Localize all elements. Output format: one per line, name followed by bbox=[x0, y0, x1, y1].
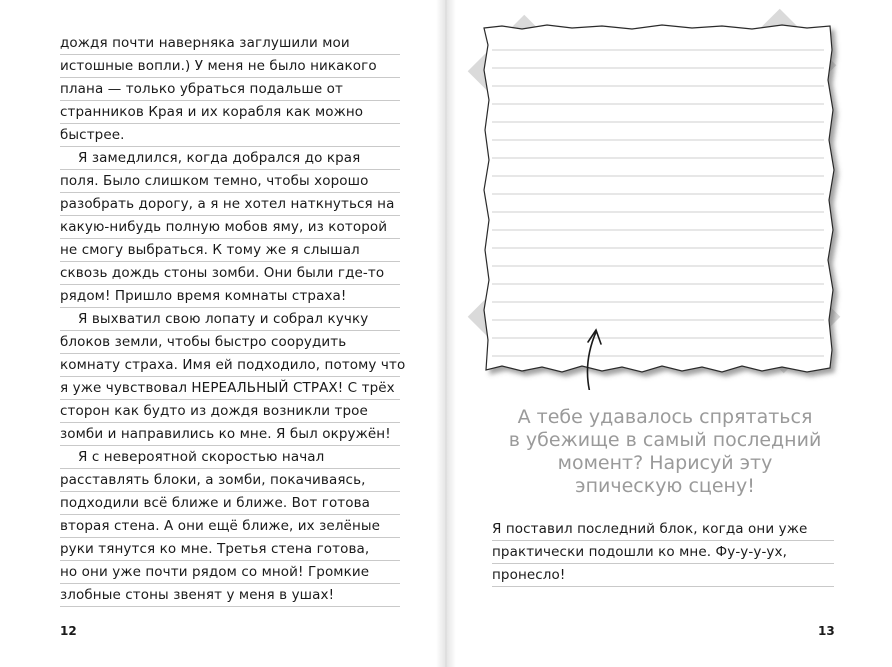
text-line: разобрать дорогу, а я не хотел наткнуться на bbox=[60, 193, 400, 216]
text-line: расставлять блоки, а зомби, покачиваясь, bbox=[60, 469, 400, 492]
text-line: комнату страха. Имя ей подходило, потому что bbox=[60, 354, 400, 377]
right-page-text bbox=[492, 518, 834, 587]
notebook-paper bbox=[462, 10, 852, 390]
text-line: Я с невероятной скоростью начал bbox=[60, 446, 400, 469]
prompt-line: эпическую сцену! bbox=[575, 475, 755, 497]
text-line: быстрее. bbox=[60, 124, 400, 147]
text-line: практически подошли ко мне. Фу-у-у-ух, bbox=[492, 541, 834, 564]
text-line: не смогу выбраться. К тому же я слышал bbox=[60, 239, 400, 262]
prompt-line: в убежище в самый последний bbox=[508, 429, 822, 451]
text-line: злобные стоны звенят у меня в ушах! bbox=[60, 584, 400, 607]
text-line: Я выхватил свою лопату и собрал кучку bbox=[60, 308, 400, 331]
page-number-left: 12 bbox=[60, 624, 77, 638]
text-line: плана — только убраться подальше от bbox=[60, 78, 400, 101]
book-gutter bbox=[436, 0, 456, 667]
text-line: блоков земли, чтобы быстро соорудить bbox=[60, 331, 400, 354]
prompt-line: А тебе удавалось спрятаться bbox=[517, 406, 813, 428]
text-line: пронесло! bbox=[492, 564, 834, 587]
drawing-prompt bbox=[470, 406, 860, 498]
page-number-right: 13 bbox=[818, 624, 835, 638]
text-line: истошные вопли.) У меня не было никакого bbox=[60, 55, 400, 78]
drawing-area[interactable] bbox=[462, 10, 852, 390]
text-line: я уже чувствовал НЕРЕАЛЬНЫЙ СТРАХ! С трёх bbox=[60, 377, 400, 400]
text-line: поля. Было слишком темно, чтобы хорошо bbox=[60, 170, 400, 193]
text-line: рядом! Пришло время комнаты страха! bbox=[60, 285, 400, 308]
text-line: зомби и направились ко мне. Я был окружён! bbox=[60, 423, 400, 446]
text-line: странников Края и их корабля как можно bbox=[60, 101, 400, 124]
text-line: сквозь дождь стоны зомби. Они были где-то bbox=[60, 262, 400, 285]
text-line: Я поставил последний блок, когда они уже bbox=[492, 518, 834, 541]
left-page-text bbox=[60, 32, 406, 607]
text-line: сторон как будто из дождя возникли трое bbox=[60, 400, 400, 423]
text-line: дождя почти наверняка заглушили мои bbox=[60, 32, 400, 55]
text-line: руки тянутся ко мне. Третья стена готова, bbox=[60, 538, 400, 561]
text-line: но они уже почти рядом со мной! Громкие bbox=[60, 561, 400, 584]
prompt-line: момент? Нарисуй эту bbox=[557, 452, 773, 474]
text-line: какую-нибудь полную мобов яму, из которой bbox=[60, 216, 400, 239]
text-line: подходили всё ближе и ближе. Вот готова bbox=[60, 492, 400, 515]
text-line: Я замедлился, когда добрался до края bbox=[60, 147, 400, 170]
text-line: вторая стена. А они ещё ближе, их зелёные bbox=[60, 515, 400, 538]
